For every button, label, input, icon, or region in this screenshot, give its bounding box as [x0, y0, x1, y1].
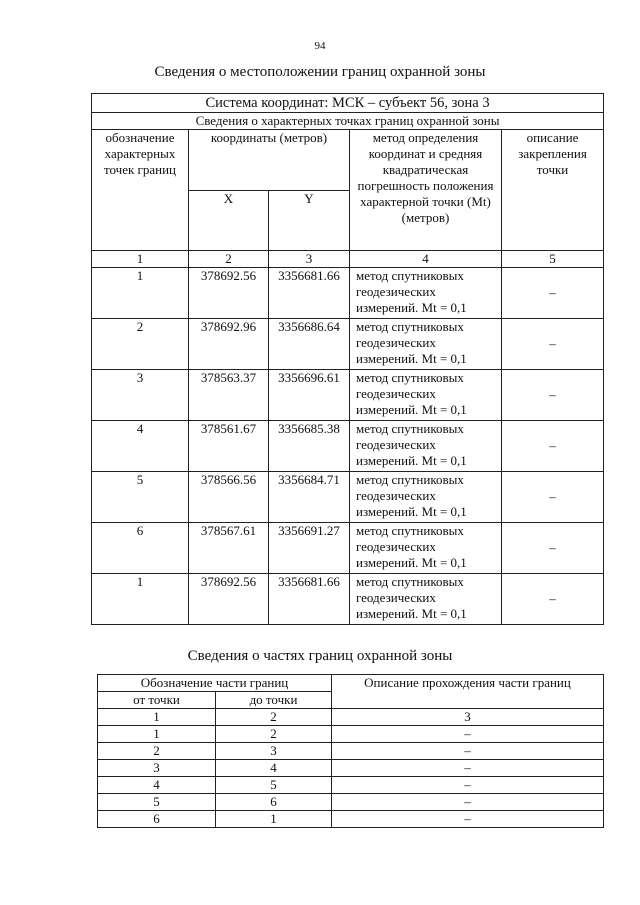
table-row: [98, 794, 604, 811]
from-point: 6: [98, 811, 216, 828]
method-cell: метод спутниковых геодезических измерений. Mt = 0,1: [350, 370, 502, 421]
location-title: Сведения о местоположении границ охранной зоны: [154, 64, 486, 80]
coordinates-header: координаты (метров): [189, 130, 350, 191]
part-description: –: [332, 726, 604, 743]
part-description: –: [332, 811, 604, 828]
point-id: 1: [92, 574, 189, 625]
method-cell: метод спутниковых геодезических измерений. Mt = 0,1: [350, 421, 502, 472]
col-number: 4: [350, 251, 502, 268]
table-row: [98, 726, 604, 743]
from-point: 1: [98, 726, 216, 743]
parts-column-numbers-row: [98, 709, 604, 726]
from-point: 5: [98, 794, 216, 811]
description-cell: –: [502, 523, 604, 574]
y-coordinate: 3356685.38: [269, 421, 350, 472]
x-coordinate: 378561.67: [189, 421, 269, 472]
boundary-points-table: [91, 93, 604, 625]
x-coordinate: 378566.56: [189, 472, 269, 523]
y-header: Y: [269, 190, 350, 251]
from-point: 4: [98, 777, 216, 794]
method-header: метод определения координат и средняя квадратическая погрешность положения характерной точки (Mt) (метров): [350, 130, 502, 251]
table-row: [92, 268, 604, 319]
from-header: от точки: [98, 692, 216, 709]
table-row: [98, 743, 604, 760]
y-coordinate: 3356691.27: [269, 523, 350, 574]
column-numbers-row: [92, 251, 604, 268]
point-id: 2: [92, 319, 189, 370]
parts-description-header: Описание прохождения части границ: [332, 675, 604, 709]
col-number: 5: [502, 251, 604, 268]
table-row: [98, 777, 604, 794]
part-description: –: [332, 760, 604, 777]
method-cell: метод спутниковых геодезических измерений. Mt = 0,1: [350, 574, 502, 625]
part-description: –: [332, 777, 604, 794]
table-row: [98, 811, 604, 828]
description-cell: –: [502, 319, 604, 370]
point-id: 6: [92, 523, 189, 574]
points-heading: Сведения о характерных точках границ охранной зоны: [92, 113, 604, 130]
x-coordinate: 378563.37: [189, 370, 269, 421]
y-coordinate: 3356696.61: [269, 370, 350, 421]
table-row: [92, 370, 604, 421]
to-point: 3: [216, 743, 332, 760]
table-row: [92, 523, 604, 574]
table-row: [92, 421, 604, 472]
to-header: до точки: [216, 692, 332, 709]
point-id: 5: [92, 472, 189, 523]
point-id: 3: [92, 370, 189, 421]
method-cell: метод спутниковых геодезических измерений. Mt = 0,1: [350, 268, 502, 319]
col-number: 2: [216, 709, 332, 726]
col-number: 1: [92, 251, 189, 268]
to-point: 1: [216, 811, 332, 828]
col-number: 3: [332, 709, 604, 726]
description-cell: –: [502, 472, 604, 523]
page-number: 94: [314, 40, 326, 52]
part-header: Обозначение части границ: [98, 675, 332, 692]
part-description: –: [332, 794, 604, 811]
description-cell: –: [502, 574, 604, 625]
y-coordinate: 3356686.64: [269, 319, 350, 370]
part-description: –: [332, 743, 604, 760]
x-coordinate: 378692.96: [189, 319, 269, 370]
to-point: 6: [216, 794, 332, 811]
parts-title: Сведения о частях границ охранной зоны: [187, 648, 453, 664]
point-id: 1: [92, 268, 189, 319]
col-number: 3: [269, 251, 350, 268]
description-header: описание закрепления точки: [502, 130, 604, 251]
y-coordinate: 3356681.66: [269, 574, 350, 625]
x-coordinate: 378692.56: [189, 268, 269, 319]
table-row: [92, 472, 604, 523]
x-coordinate: 378567.61: [189, 523, 269, 574]
point-id: 4: [92, 421, 189, 472]
description-cell: –: [502, 421, 604, 472]
table-row: [92, 574, 604, 625]
col-number: 2: [189, 251, 269, 268]
boundary-parts-table: [97, 674, 604, 828]
col-number: 1: [98, 709, 216, 726]
method-cell: метод спутниковых геодезических измерений. Mt = 0,1: [350, 319, 502, 370]
table-row: [92, 319, 604, 370]
to-point: 5: [216, 777, 332, 794]
table-row: [98, 760, 604, 777]
to-point: 4: [216, 760, 332, 777]
from-point: 3: [98, 760, 216, 777]
designation-header: обозначение характерных точек границ: [92, 130, 189, 251]
description-cell: –: [502, 268, 604, 319]
x-coordinate: 378692.56: [189, 574, 269, 625]
method-cell: метод спутниковых геодезических измерений. Mt = 0,1: [350, 523, 502, 574]
method-cell: метод спутниковых геодезических измерений. Mt = 0,1: [350, 472, 502, 523]
description-cell: –: [502, 370, 604, 421]
from-point: 2: [98, 743, 216, 760]
y-coordinate: 3356681.66: [269, 268, 350, 319]
to-point: 2: [216, 726, 332, 743]
x-header: X: [189, 190, 269, 251]
coord-system: Система координат: МСК – субъект 56, зона 3: [92, 94, 604, 113]
y-coordinate: 3356684.71: [269, 472, 350, 523]
